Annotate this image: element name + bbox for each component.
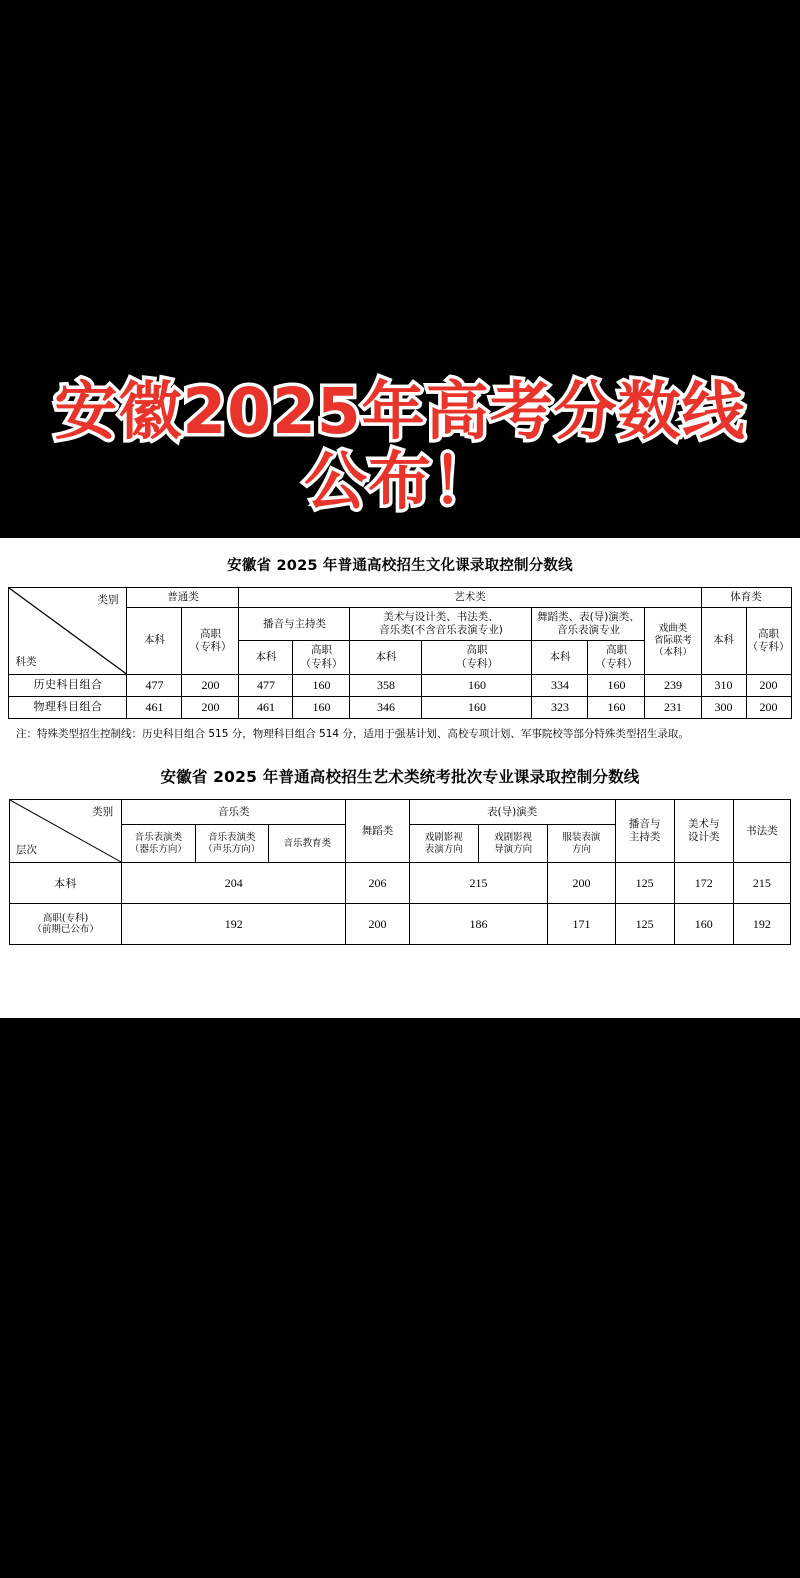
table1-group-tiyu: 体育类 [701, 588, 791, 608]
table2-corner-cell [10, 800, 122, 863]
table1-cell-1-6: 323 [532, 696, 588, 718]
table1-art-xiqu: 戏曲类 省际联考 （本科） [645, 608, 701, 675]
table2-corner-label-category: 类别 [92, 806, 114, 819]
table1-cell-1-8: 231 [645, 696, 701, 718]
table2-biaoyan-xijudaoyan: 戏剧影视 导演方向 [478, 825, 547, 863]
table-row [9, 674, 791, 696]
table1-cell-0-7: 160 [588, 674, 645, 696]
table1-cell-0-8: 239 [645, 674, 701, 696]
table1-note: 注：特殊类型招生控制线：历史科目组合 515 分，物理科目组合 514 分，适用于强基计划、高校专项计划、军事院校等部分特殊类型招生录取。 [16, 727, 689, 740]
table1-title: 安徽省 2025 年普通高校招生文化课录取控制分数线 [227, 558, 573, 574]
culture-score-table [8, 587, 791, 719]
table1-tiyu-gaozhi: 高职 （专科） [746, 608, 791, 675]
table1-cell-0-10: 200 [746, 674, 791, 696]
table2-group-boyin: 播音与 主持类 [615, 800, 674, 863]
table2-biaoyan-fuzhuang: 服装表演 方向 [548, 825, 615, 863]
table1-meishu-gaozhi: 高职 （专科） [422, 641, 532, 674]
document-body [0, 538, 800, 1018]
table1-cell-1-3: 160 [293, 696, 350, 718]
table2-header-row-1 [10, 800, 791, 825]
table1-cell-0-9: 310 [701, 674, 746, 696]
table1-boyin-benke: 本科 [239, 641, 293, 674]
table1-cell-1-2: 461 [239, 696, 293, 718]
headline-banner [0, 0, 800, 538]
table2-cell-0-dance: 206 [346, 863, 409, 904]
table2-cell-1-meishu: 160 [674, 904, 733, 945]
table1-cell-0-2: 477 [239, 674, 293, 696]
table2-corner-label-level: 层次 [16, 844, 37, 857]
table2-group-music: 音乐类 [122, 800, 346, 825]
table2-cell-0-biaoyan-3: 200 [548, 863, 615, 904]
table1-group-art: 艺术类 [239, 588, 701, 608]
table1-wudao-benke: 本科 [532, 641, 588, 674]
table2-group-biaoyan: 表(导)演类 [409, 800, 615, 825]
table2-cell-0-meishu: 172 [674, 863, 733, 904]
table2-cell-0-music: 204 [122, 863, 346, 904]
table2-cell-1-biaoyan-12: 186 [409, 904, 548, 945]
table2-music-shengyue: 音乐表演类 （声乐方向） [195, 825, 268, 863]
table1-cell-1-7: 160 [588, 696, 645, 718]
table1-cell-0-0: 477 [127, 674, 182, 696]
table1-cell-0-4: 358 [350, 674, 422, 696]
table2-row-label-0: 本科 [10, 863, 122, 904]
table1-cell-1-4: 346 [350, 696, 422, 718]
table1-cell-0-3: 160 [293, 674, 350, 696]
table1-cell-1-10: 200 [746, 696, 791, 718]
table-row [9, 696, 791, 718]
table2-cell-0-boyin: 125 [615, 863, 674, 904]
table-row [10, 904, 791, 945]
headline-line-2: 公布！ [304, 445, 496, 519]
table1-art-meishu: 美术与设计类、书法类、 音乐类(不含音乐表演专业) [350, 608, 532, 641]
table1-corner-label-subject: 科类 [15, 655, 37, 668]
table2-row-label-1: 高职(专科) （前期已公布） [10, 904, 122, 945]
art-score-table [9, 799, 791, 945]
table2-music-qiyue: 音乐表演类 （器乐方向） [122, 825, 195, 863]
table1-header-row-1 [9, 588, 791, 608]
table1-putong-benke: 本科 [127, 608, 182, 675]
bottom-letterbox [0, 1018, 800, 1578]
table1-cell-0-5: 160 [422, 674, 532, 696]
table1-corner-label-category: 类别 [97, 594, 119, 606]
table1-cell-0-6: 334 [532, 674, 588, 696]
table1-row-label-1: 物理科目组合 [9, 696, 127, 718]
table1-meishu-benke: 本科 [350, 641, 422, 674]
table2-cell-0-shufa: 215 [733, 863, 790, 904]
table1-cell-1-1: 200 [182, 696, 239, 718]
table2-group-dance: 舞蹈类 [346, 800, 409, 863]
table2-cell-1-music: 192 [122, 904, 346, 945]
table-row [10, 863, 791, 904]
table1-art-boyin: 播音与主持类 [239, 608, 350, 641]
table1-cell-1-0: 461 [127, 696, 182, 718]
table2-cell-0-biaoyan-12: 215 [409, 863, 548, 904]
table1-group-putong: 普通类 [127, 588, 239, 608]
table2-biaoyan-xijubiaoyan: 戏剧影视 表演方向 [409, 825, 478, 863]
table2-cell-1-shufa: 192 [733, 904, 790, 945]
table2-cell-1-dance: 200 [346, 904, 409, 945]
table1-cell-1-9: 300 [701, 696, 746, 718]
table1-row-label-0: 历史科目组合 [9, 674, 127, 696]
table1-cell-1-5: 160 [422, 696, 532, 718]
table1-wudao-gaozhi: 高职 （专科） [588, 641, 645, 674]
table2-group-meishu: 美术与 设计类 [674, 800, 733, 863]
table1-putong-gaozhi: 高职 （专科） [182, 608, 239, 675]
table2-cell-1-biaoyan-3: 171 [548, 904, 615, 945]
table1-art-wudao: 舞蹈类、表(导)演类、 音乐表演专业 [532, 608, 645, 641]
table1-cell-0-1: 200 [182, 674, 239, 696]
table2-music-jiaoyu: 音乐教育类 [268, 825, 345, 863]
table1-corner-cell [9, 588, 127, 675]
table1-boyin-gaozhi: 高职 （专科） [293, 641, 350, 674]
table2-cell-1-boyin: 125 [615, 904, 674, 945]
table2-title: 安徽省 2025 年普通高校招生艺术类统考批次专业课录取控制分数线 [160, 768, 640, 787]
table2-group-shufa: 书法类 [733, 800, 790, 863]
headline-line-1: 安徽2025年高考分数线 [54, 374, 746, 448]
table1-tiyu-benke: 本科 [701, 608, 746, 675]
